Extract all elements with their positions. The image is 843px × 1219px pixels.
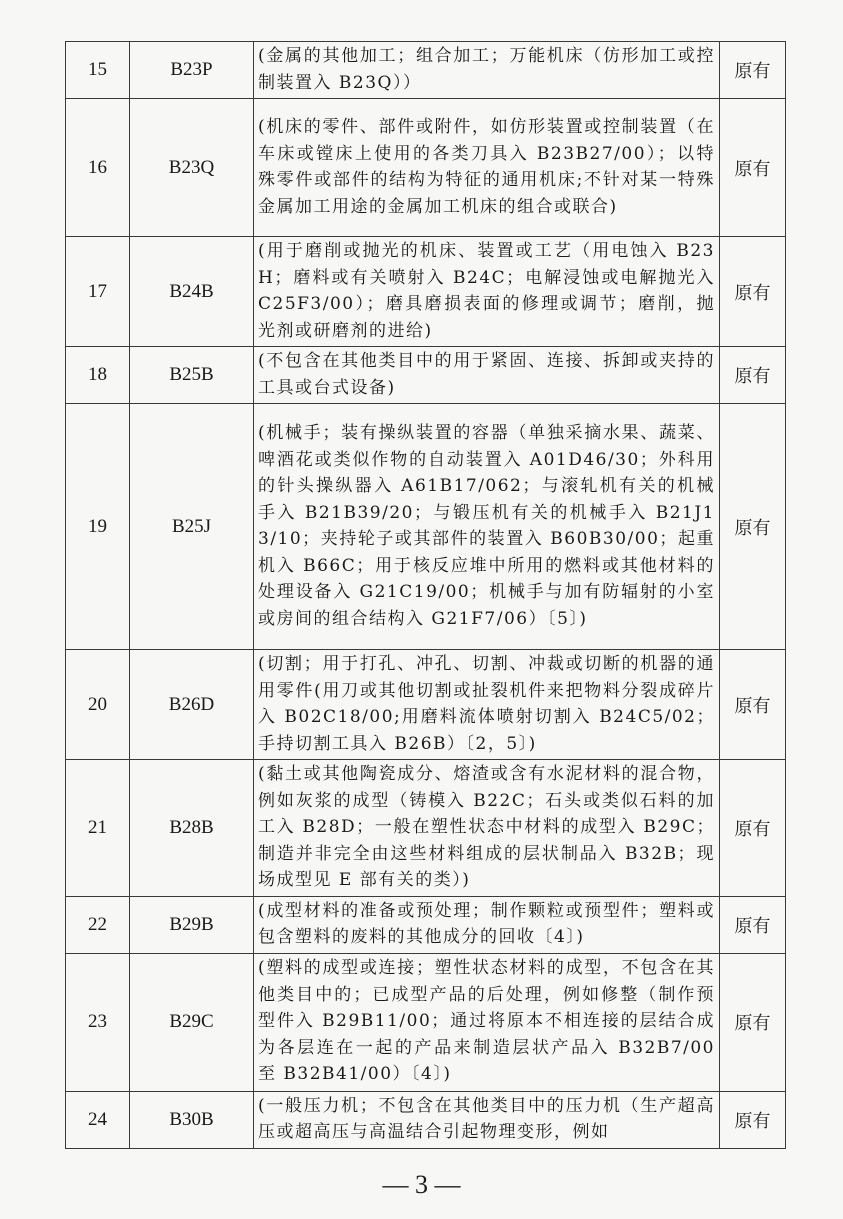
table-row [66,347,786,404]
row-status: 原有 [720,1091,786,1148]
row-number: 22 [66,896,130,953]
row-status: 原有 [720,99,786,237]
row-description: (塑料的成型或连接；塑性状态材料的成型，不包含在其他类目中的；已成型产品的后处理，例如修整（制作预型件入 B29B11/00；通过将原本不相连接的层结合成为各层连在一起的产品来制造层状产品入 B32B7/00 至 B32B41/00）〔4〕) [254,953,720,1091]
row-description: (黏土或其他陶瓷成分、熔渣或含有水泥材料的混合物，例如灰浆的成型（铸模入 B22C；石头或类似石料的加工入 B28D；一般在塑性状态中材料的成型入 B29C；制造并非完全由这些材料组成的层状制品入 B32B；现场成型见 E 部有关的类）) [254,760,720,897]
row-status: 原有 [720,42,786,99]
classification-code: B25J [130,404,254,650]
row-number: 20 [66,650,130,760]
classification-code: B30B [130,1091,254,1148]
table-row [66,896,786,953]
row-status: 原有 [720,760,786,897]
row-number: 18 [66,347,130,404]
table-row [66,650,786,760]
row-status: 原有 [720,953,786,1091]
row-description: (切割；用于打孔、冲孔、切割、冲裁或切断的机器的通用零件(用刀或其他切割或扯裂机件来把物料分裂成碎片入 B02C18/00;用磨料流体喷射切割入 B24C5/02；手持切割工具入 B26B）〔2，5〕) [254,650,720,760]
row-description: (一般压力机；不包含在其他类目中的压力机（生产超高压或超高压与高温结合引起物理变形，例如 [254,1091,720,1148]
row-number: 23 [66,953,130,1091]
row-number: 19 [66,404,130,650]
row-description: (机械手；装有操纵装置的容器（单独采摘水果、蔬菜、啤酒花或类似作物的自动装置入 A01D46/30；外科用的针头操纵器入 A61B17/062；与滚轧机有关的机械手入 B21B39/20；与锻压机有关的机械手入 B21J13/10；夹持轮子或其部件的装置入 B60B30/00；起重机入 B66C；用于核反应堆中所用的燃料或其他材料的处理设备入 G21C19/00；机械手与加有防辐射的小室或房间的组合结构入 G21F7/06）〔5〕) [254,404,720,650]
table-row [66,99,786,237]
row-number: 17 [66,237,130,347]
classification-code: B29B [130,896,254,953]
page-number: — 3 — [382,1170,461,1199]
classification-code: B29C [130,953,254,1091]
classification-code: B23P [130,42,254,99]
row-number: 15 [66,42,130,99]
table-row [66,1091,786,1148]
table-row [66,404,786,650]
classification-code: B24B [130,237,254,347]
row-number: 21 [66,760,130,897]
row-status: 原有 [720,404,786,650]
row-description: (机床的零件、部件或附件，如仿形装置或控制装置（在车床或镗床上使用的各类刀具入 B23B27/00）；以特殊零件或部件的结构为特征的通用机床;不针对某一特殊金属加工用途的金属加工机床的组合或联合) [254,99,720,237]
row-number: 16 [66,99,130,237]
classification-code: B25B [130,347,254,404]
row-description: (不包含在其他类目中的用于紧固、连接、拆卸或夹持的工具或台式设备) [254,347,720,404]
row-number: 24 [66,1091,130,1148]
row-description: (用于磨削或抛光的机床、装置或工艺（用电蚀入 B23H；磨料或有关喷射入 B24C；电解浸蚀或电解抛光入 C25F3/00）；磨具磨损表面的修理或调节；磨削，抛光剂或研磨剂的进给) [254,237,720,347]
row-status: 原有 [720,650,786,760]
table-row [66,237,786,347]
row-description: (金属的其他加工；组合加工；万能机床（仿形加工或控制装置入 B23Q）） [254,42,720,99]
row-status: 原有 [720,237,786,347]
table-body [66,42,786,1149]
row-description: (成型材料的准备或预处理；制作颗粒或预型件；塑料或包含塑料的废料的其他成分的回收〔4〕) [254,896,720,953]
table-row [66,760,786,897]
classification-table [65,41,786,1149]
classification-code: B23Q [130,99,254,237]
classification-code: B26D [130,650,254,760]
table-row [66,953,786,1091]
table-row [66,42,786,99]
classification-code: B28B [130,760,254,897]
row-status: 原有 [720,896,786,953]
row-status: 原有 [720,347,786,404]
